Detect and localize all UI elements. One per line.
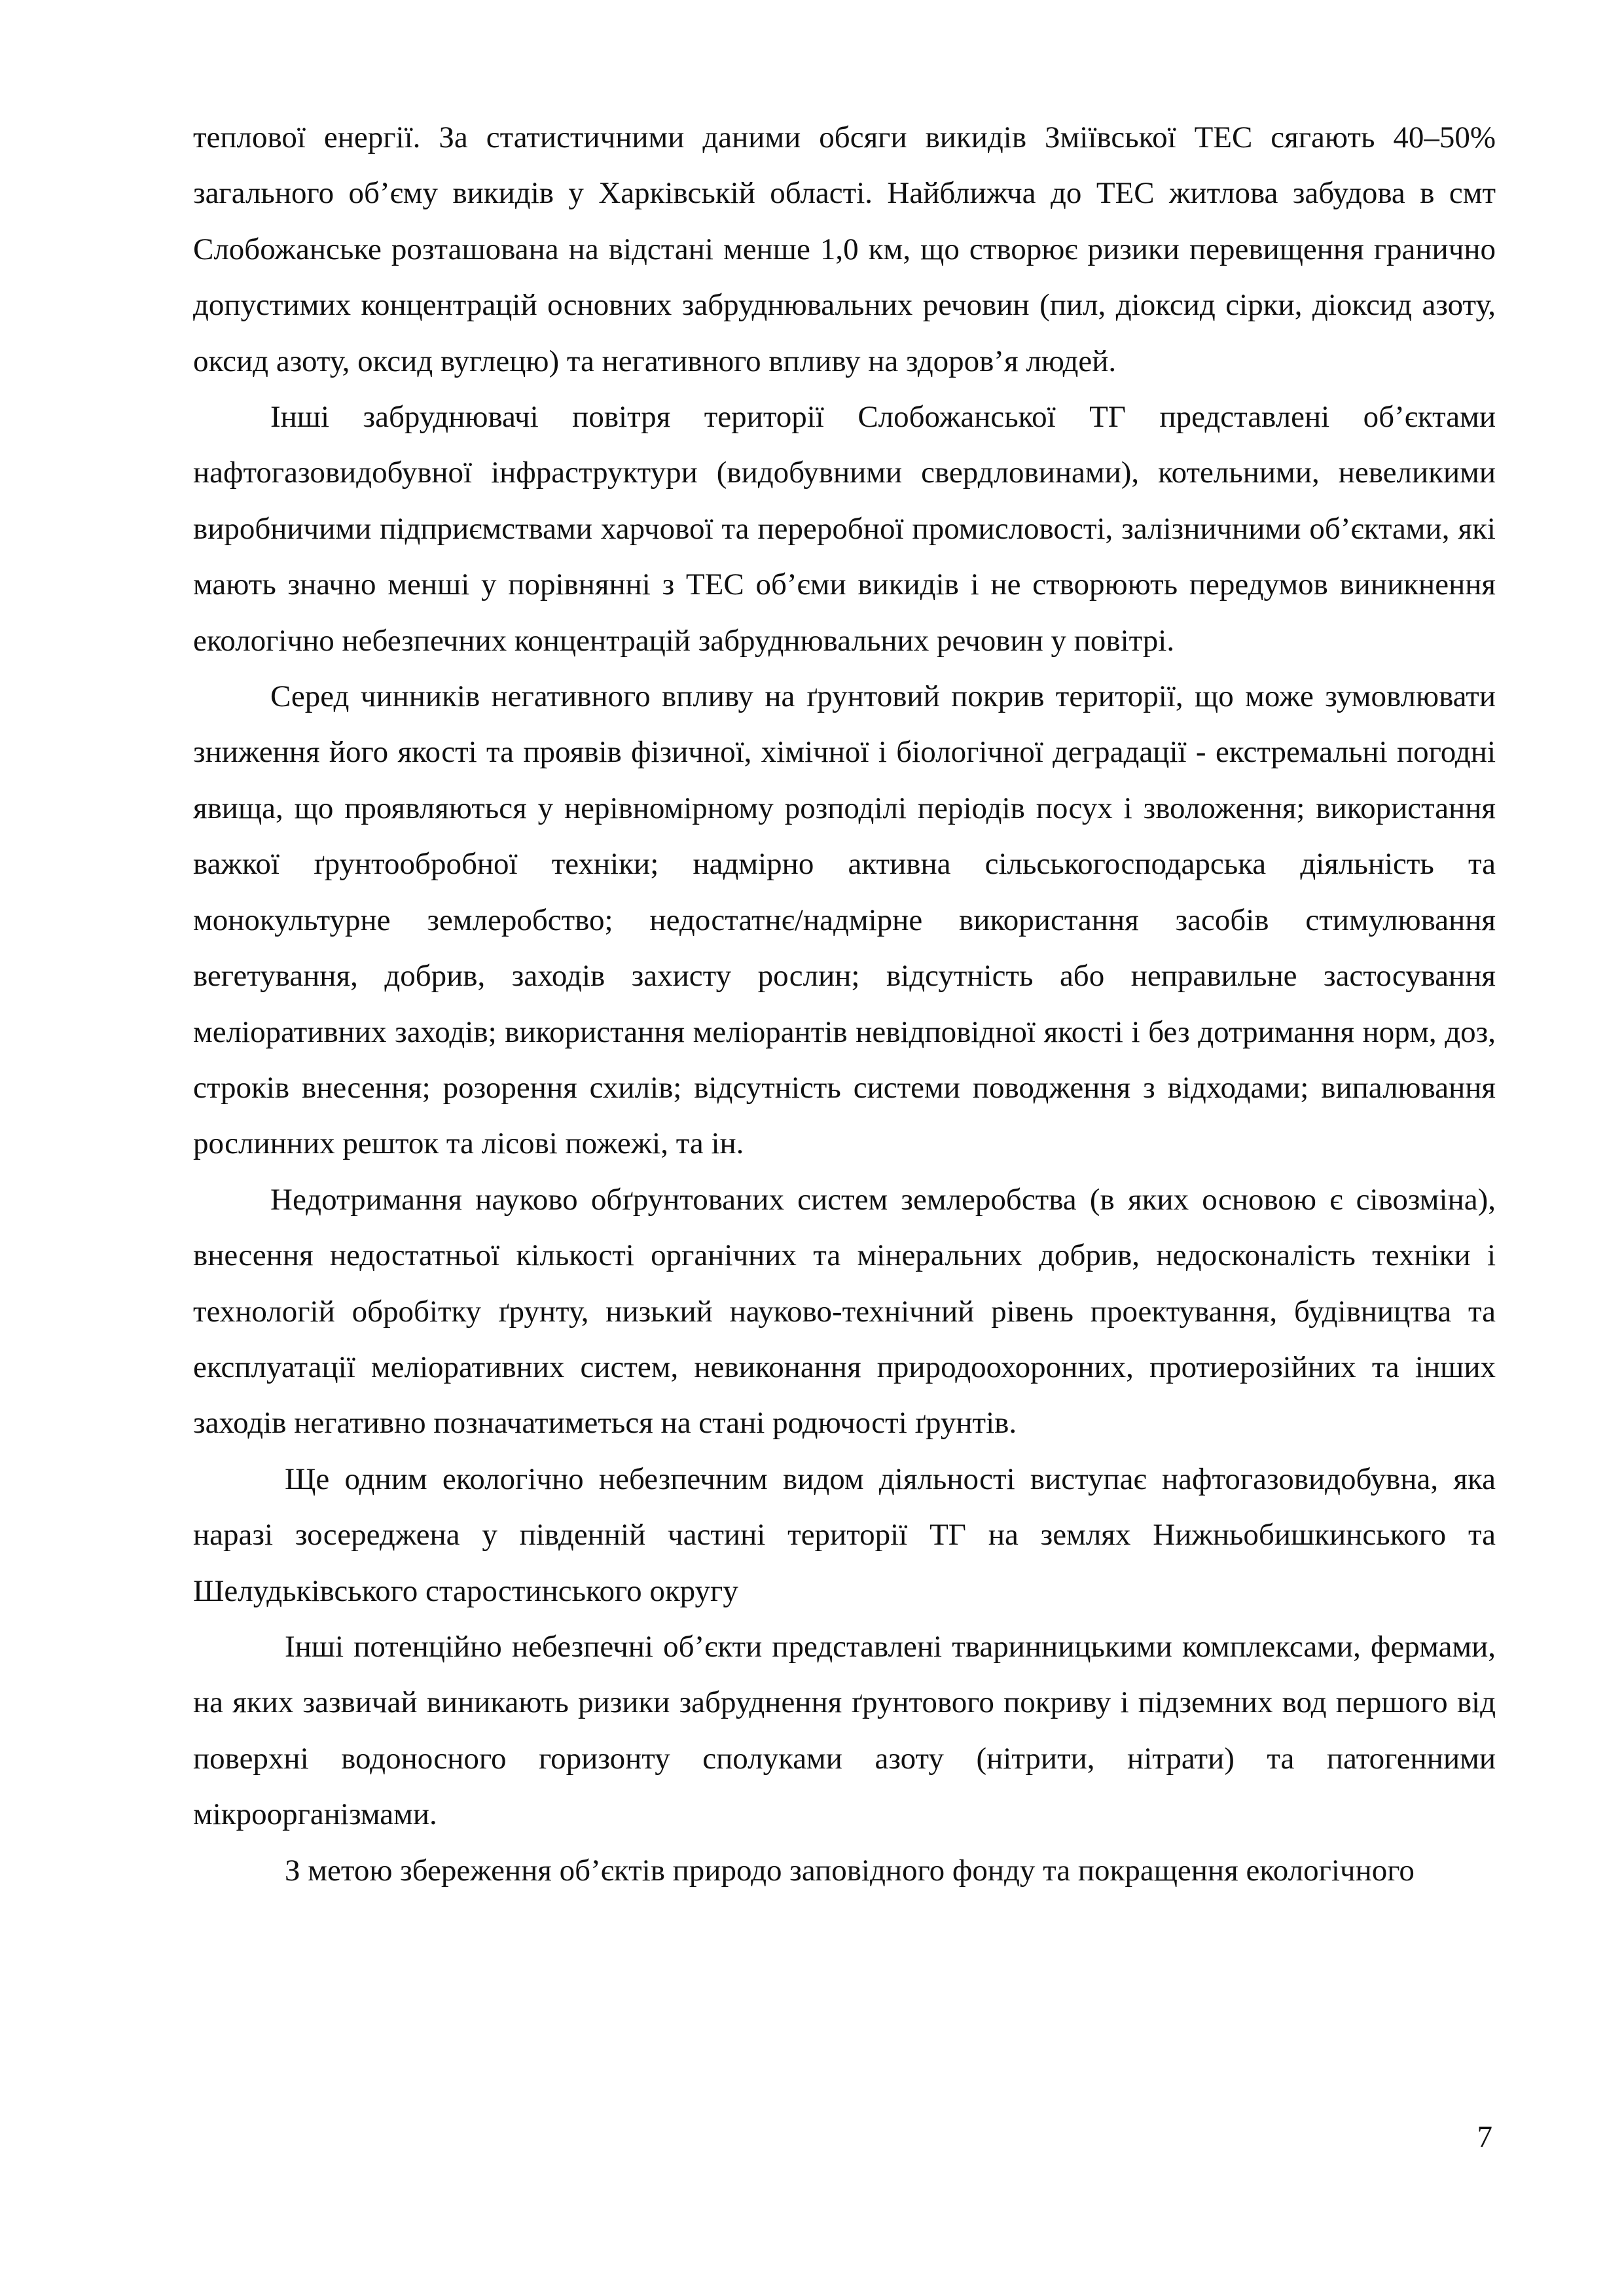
paragraph-soil-factors: Серед чинників негативного впливу на ґрунтовий покрив території, що може зумовлювати зниження його якості та проявів фізичної, хімічної і біологічної деградації - екстремальні погодні явища, що проявляються у нерівномірному розподілі періодів посух і зволоження; використання важкої ґрунтообробної техніки; надмірно активна сільськогосподарська діяльність та монокультурне землеробство; недостатнє/надмірне використання засобів стимулювання вегетування, добрив, заходів захисту рослин; відсутність або неправильне застосування меліоративних заходів; використання меліорантів невідповідної якості і без дотримання норм, доз, строків внесення; розорення схилів; відсутність системи поводження з відходами; випалювання рослинних решток та лісові пожежі, та ін. — [193, 679, 1496, 1161]
paragraph-tpp-emissions: теплової енергії. За статистичними даними обсяги викидів Зміївської ТЕС сягають 40–50% загального об’єму викидів у Харківській області. Найближча до ТЕС житлова забудова в смт Слобожанське розташована на відстані менше 1,0 км, що створює ризики перевищення гранично допустимих концентрацій основних забруднювальних речовин (пил, діоксид сірки, діоксид азоту, оксид азоту, оксид вуглецю) та негативного впливу на здоров’я людей. — [193, 120, 1496, 378]
page-number: 7 — [1477, 2120, 1492, 2154]
paragraph-air-polluters: Інші забруднювачі повітря території Слобожанської ТГ представлені об’єктами нафтогазовидобувної інфраструктури (видобувними свердловинами), котельними, невеликими виробничими підприємствами харчової та переробної промисловості, залізничними об’єктами, які мають значно менші у порівнянні з ТЕС об’єми викидів і не створюють передумов виникнення екологічно небезпечних концентрацій забруднювальних речовин у повітрі. — [193, 400, 1496, 658]
body-text — [193, 110, 1496, 1899]
paragraph-nature-reserve: З метою збереження об’єктів природо заповідного фонду та покращення екологічного — [285, 1853, 1415, 1888]
paragraph-farming-systems: Недотримання науково обґрунтованих систем землеробства (в яких основою є сівозміна), внесення недостатньої кількості органічних та мінеральних добрив, недосконалість техніки і технологій обробітку ґрунту, низький науково-технічний рівень проектування, будівництва та експлуатації меліоративних систем, невиконання природоохоронних, протиерозійних та інших заходів негативно позначатиметься на стані родючості ґрунтів. — [193, 1182, 1496, 1441]
paragraph-oil-gas: Ще одним екологічно небезпечним видом діяльності виступає нафтогазовидобувна, яка наразі зосереджена у південній частині території ТГ на землях Нижньобишкинського та Шелудьківського старостинського округу — [193, 1462, 1496, 1608]
paragraph-livestock: Інші потенційно небезпечні об’єкти представлені тваринницькими комплексами, фермами, на яких зазвичай виникають ризики забруднення ґрунтового покриву і підземних вод першого від поверхні водоносного горизонту сполуками азоту (нітрити, нітрати) та патогенними мікроорганізмами. — [193, 1629, 1496, 1832]
